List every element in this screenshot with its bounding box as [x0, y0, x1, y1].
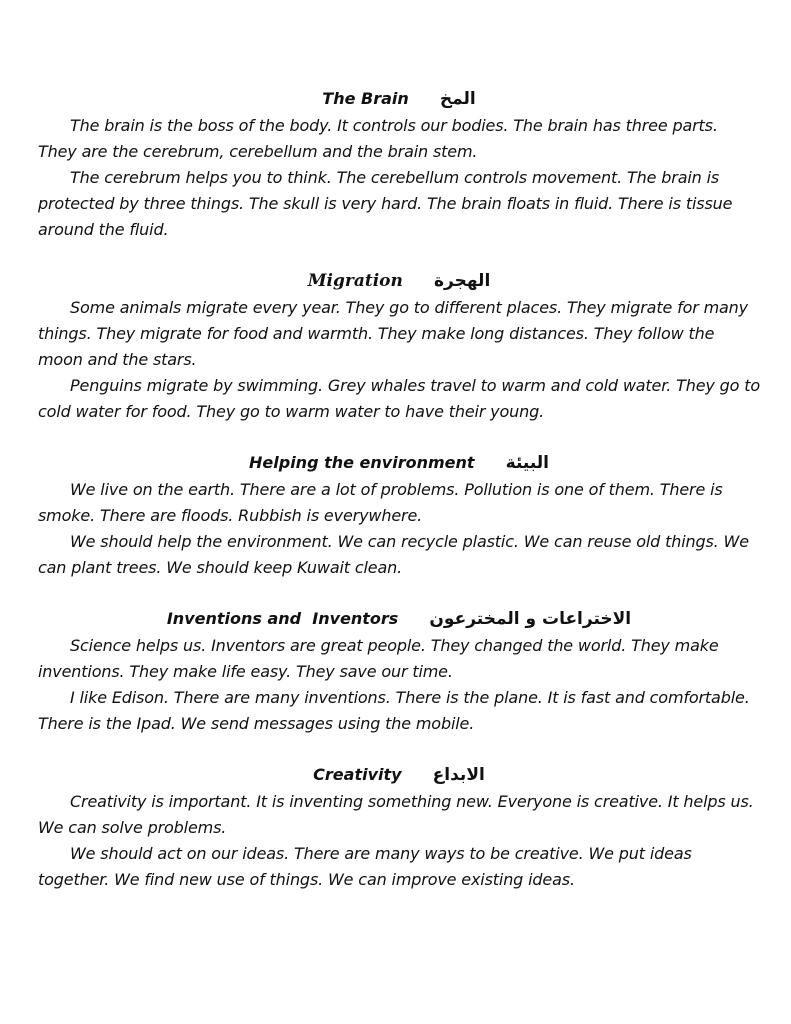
paragraph: The brain is the boss of the body. It controls our bodies. The brain has three parts. They are the cerebrum, cerebellum and the brain stem. [38, 116, 718, 161]
section-title-english: Migration [307, 271, 403, 291]
section-title-arabic: الاختراعات و المخترعون [429, 609, 632, 629]
section-title-arabic: الهجرة [433, 271, 491, 291]
section-title [38, 85, 760, 113]
section-title-english: Inventions and Inventors [166, 609, 399, 628]
paragraph: Science helps us. Inventors are great people. They changed the world. They make inventions. They make life easy. They save our time. [38, 636, 719, 681]
section-title-english: Helping the environment [249, 453, 475, 472]
section-title-arabic: الابداع [432, 765, 485, 785]
section-migration [38, 267, 760, 425]
document-page [38, 85, 760, 917]
section-inventions-and-inventors [38, 605, 760, 737]
paragraph: We should help the environment. We can recycle plastic. We can reuse old things. We can plant trees. We should keep Kuwait clean. [38, 532, 749, 577]
section-title-arabic: المخ [439, 89, 476, 109]
section-title-english: The Brain [322, 89, 409, 108]
paragraph: Penguins migrate by swimming. Grey whales travel to warm and cold water. They go to cold water for food. They go to warm water to have their young. [38, 376, 760, 421]
section-title [38, 449, 760, 477]
section-title [38, 267, 760, 295]
paragraph: Creativity is important. It is inventing something new. Everyone is creative. It helps us. We can solve problems. [38, 792, 754, 837]
section-helping-the-environment [38, 449, 760, 581]
section-title-english: Creativity [313, 765, 402, 784]
paragraph: Some animals migrate every year. They go to different places. They migrate for many things. They migrate for food and warmth. They make long distances. They follow the moon and the stars. [38, 298, 748, 369]
section-title-arabic: البيئة [505, 453, 549, 473]
section-title [38, 761, 760, 789]
section-the-brain [38, 85, 760, 243]
paragraph: The cerebrum helps you to think. The cerebellum controls movement. The brain is protected by three things. The skull is very hard. The brain floats in fluid. There is tissue around the fluid. [38, 168, 733, 239]
paragraph: We should act on our ideas. There are many ways to be creative. We put ideas together. We find new use of things. We can improve existing ideas. [38, 844, 692, 889]
section-title [38, 605, 760, 633]
paragraph: I like Edison. There are many inventions. There is the plane. It is fast and comfortable. There is the Ipad. We send messages using the mobile. [38, 688, 750, 733]
section-creativity [38, 761, 760, 893]
paragraph: We live on the earth. There are a lot of problems. Pollution is one of them. There is smoke. There are floods. Rubbish is everywhere. [38, 480, 723, 525]
